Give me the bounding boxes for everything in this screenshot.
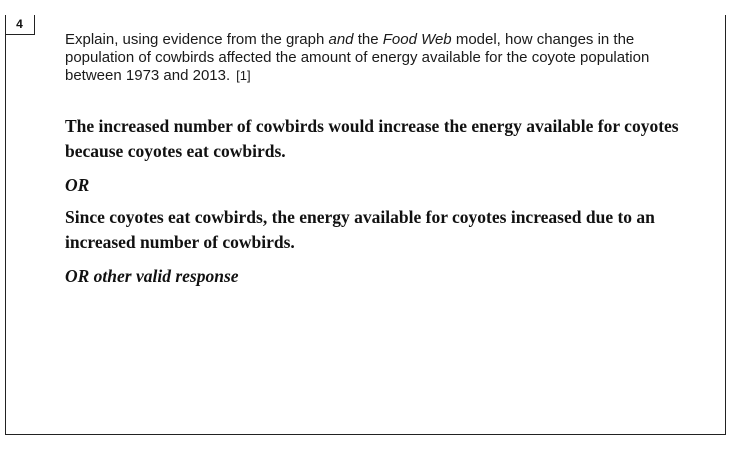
prompt-text-end: model, how changes in the population of cowbirds affected the amount of energy available for the coyote population between 1973 and 2013.	[65, 31, 650, 84]
prompt-food-web-italic: Food Web	[382, 31, 452, 48]
answer-or-other: OR other valid response	[65, 266, 239, 286]
question-prompt	[65, 31, 705, 85]
question-number: 4	[5, 15, 35, 35]
answer-or-1: OR	[65, 175, 90, 195]
marks-label: [1]	[236, 68, 251, 83]
prompt-text-the: the	[353, 31, 383, 48]
answer-response-1: The increased number of cowbirds would increase the energy available for coyotes because coyotes eat cowbirds.	[65, 116, 679, 161]
prompt-and-italic: and	[328, 31, 354, 48]
prompt-text-start: Explain, using evidence from the graph	[65, 31, 329, 48]
answer-response-2: Since coyotes eat cowbirds, the energy available for coyotes increased due to an increased number of cowbirds.	[65, 207, 655, 252]
